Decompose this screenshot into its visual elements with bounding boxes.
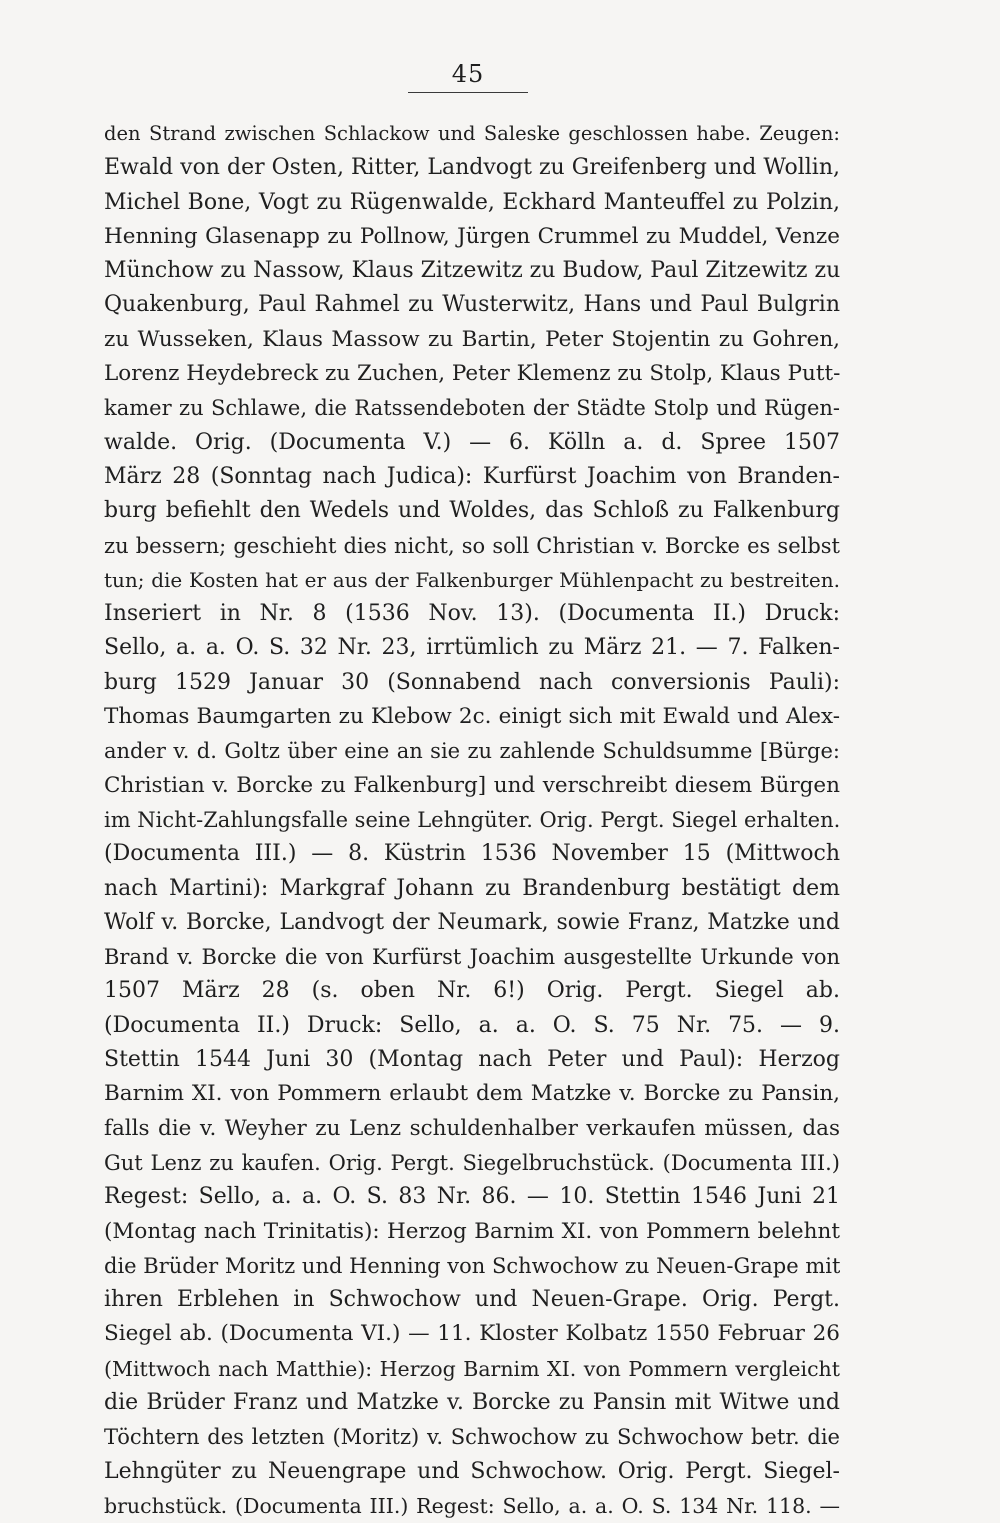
text-line: falls die v. Weyher zu Lenz schuldenhalber verkaufen müssen, das <box>104 1115 840 1141</box>
text-line: Henning Glasenapp zu Pollnow, Jürgen Crummel zu Muddel, Venze <box>104 223 840 249</box>
text-line: 1507 März 28 (s. oben Nr. 6!) Orig. Pergt. Siegel ab. <box>104 978 840 1004</box>
text-line: Wolf v. Borcke, Landvogt der Neumark, sowie Franz, Matzke und <box>104 909 840 935</box>
text-line: kamer zu Schlawe, die Ratssendeboten der Städte Stolp und Rügen- <box>104 396 840 421</box>
text-line: Töchtern des letzten (Moritz) v. Schwochow zu Schwochow betr. die <box>104 1425 840 1450</box>
text-line: Stettin 1544 Juni 30 (Montag nach Peter und Paul): Herzog <box>104 1047 840 1073</box>
text-line: burg befiehlt den Wedels und Woldes, das Schloß zu Falkenburg <box>104 498 840 524</box>
text-line: Sello, a. a. O. S. 32 Nr. 23, irrtümlich zu März 21. — 7. Falken- <box>104 635 840 661</box>
text-line: Regest: Sello, a. a. O. S. 83 Nr. 86. — 10. Stettin 1546 Juni 21 <box>104 1184 840 1210</box>
text-line: Quakenburg, Paul Rahmel zu Wusterwitz, Hans und Paul Bulgrin <box>104 292 840 318</box>
text-line: bruchstück. (Documenta III.) Regest: Sello, a. a. O. S. 134 Nr. 118. — <box>104 1493 840 1518</box>
text-line: (Montag nach Trinitatis): Herzog Barnim XI. von Pommern belehnt <box>104 1218 840 1244</box>
text-line: (Mittwoch nach Matthie): Herzog Barnim XI. von Pommern vergleicht <box>104 1356 840 1381</box>
header-rule <box>408 92 528 93</box>
text-line: zu Wussеken, Klaus Massow zu Bartin, Peter Stojentin zu Gohren, <box>104 326 840 352</box>
text-line: Ewald von der Osten, Ritter, Landvogt zu Greifenberg und Wollin, <box>104 155 840 181</box>
text-line: Barnim XI. von Pommern erlaubt dem Matzke v. Borcke zu Pansin, <box>104 1081 840 1107</box>
text-line: ihren Erblehen in Schwochow und Neuen-Grape. Orig. Pergt. <box>104 1287 840 1313</box>
text-line: zu bessern; geschieht dies nicht, so soll Christian v. Borcke es selbst <box>104 533 840 558</box>
page-number: 45 <box>451 60 485 88</box>
text-line: im Nicht-Zahlungsfalle seine Lehngüter. Orig. Pergt. Siegel erhalten. <box>104 807 840 832</box>
text-line: ander v. d. Goltz über eine an sie zu zahlende Schuldsumme [Bürge: <box>104 739 840 764</box>
text-line: die Brüder Moritz und Henning von Schwochow zu Neuen-Grape mit <box>104 1253 840 1278</box>
text-line: Inseriert in Nr. 8 (1536 Nov. 13). (Documenta II.) Druck: <box>104 601 840 627</box>
text-line: Münchow zu Nassow, Klaus Zitzewitz zu Budow, Paul Zitzewitz zu <box>104 258 840 284</box>
text-line: Christian v. Borcke zu Falkenburg] und verschreibt diesem Bürgen <box>104 772 840 798</box>
text-line: walde. Orig. (Documenta V.) — 6. Kölln a. d. Spree 1507 <box>104 429 840 455</box>
text-line: (Documenta II.) Druck: Sello, a. a. O. S. 75 Nr. 75. — 9. <box>104 1012 840 1038</box>
text-line: Gut Lenz zu kaufen. Orig. Pergt. Siegelbruchstück. (Documenta III.) <box>104 1150 840 1175</box>
text-line: tun; die Kosten hat er aus der Falkenburger Mühlenpacht zu bestreiten. <box>104 567 840 592</box>
text-line: März 28 (Sonntag nach Judica): Kurfürst Joachim von Branden- <box>104 463 840 489</box>
text-line: die Brüder Franz und Matzke v. Borcke zu Pansin mit Witwe und <box>104 1389 840 1415</box>
text-line: Michel Bone, Vogt zu Rügenwalde, Eckhard Manteuffel zu Polzin, <box>104 189 840 215</box>
text-line: Thomas Baumgarten zu Klebow 2c. einigt sich mit Ewald und Alex- <box>104 704 840 730</box>
body-text <box>104 117 840 1523</box>
text-line: Brand v. Borcke die von Kurfürst Joachim ausgestellte Urkunde von <box>104 945 840 970</box>
text-line: den Strand zwischen Schlackow und Saleske geschlossen habe. Zeugen: <box>104 122 840 145</box>
text-line: burg 1529 Januar 30 (Sonnabend nach conversionis Pauli): <box>104 669 840 695</box>
text-line: Siegel ab. (Documenta VI.) — 11. Kloster Kolbatz 1550 Februar 26 <box>104 1321 840 1347</box>
text-line: nach Martini): Markgraf Johann zu Brandenburg bestätigt dem <box>104 875 840 901</box>
text-line: (Documenta III.) — 8. Küstrin 1536 November 15 (Mittwoch <box>104 841 840 867</box>
text-line: Lorenz Heydebreck zu Zuchen, Peter Klemenz zu Stolp, Klaus Putt- <box>104 361 840 387</box>
text-line: Lehngüter zu Neuengrape und Schwochow. Orig. Pergt. Siegel- <box>104 1458 840 1484</box>
